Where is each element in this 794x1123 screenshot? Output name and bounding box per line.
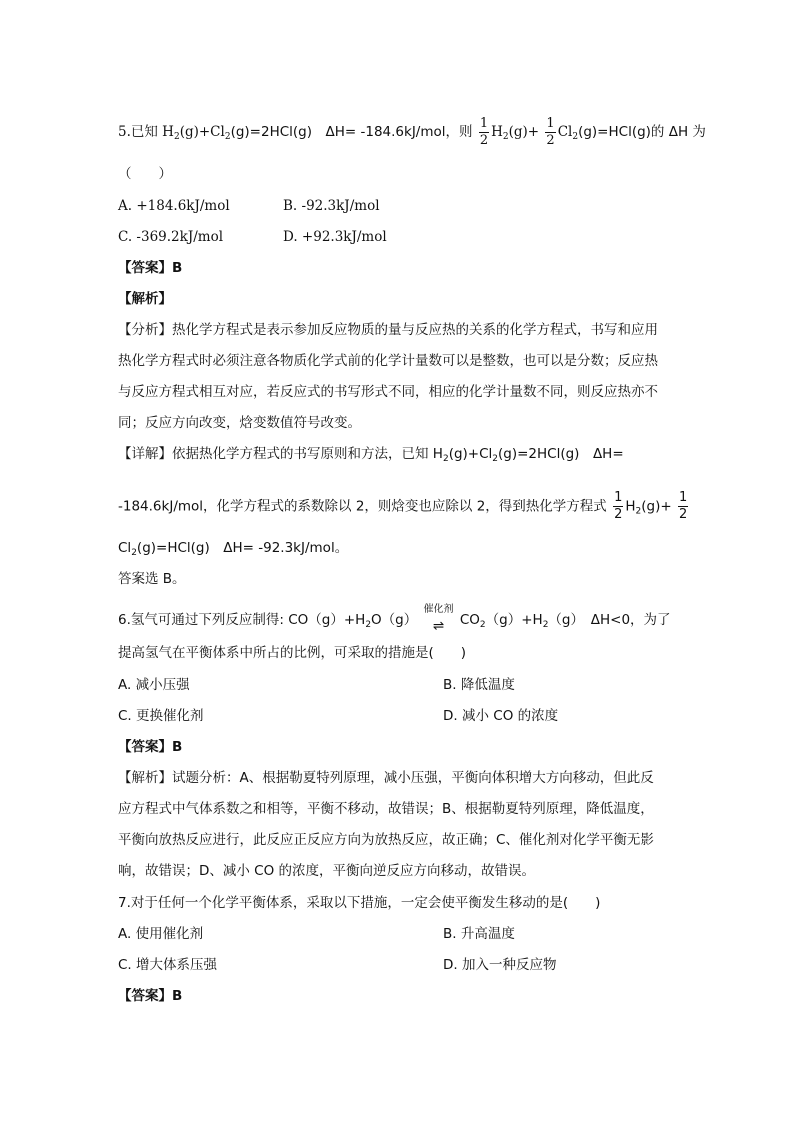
q5-analysis-line: 热化学方程式时必须注意各物质化学式前的化学计量数可以是整数，也可以是分数；反应热: [118, 353, 658, 369]
q7-option-c: C. 增大体系压强: [118, 957, 218, 973]
q7-answer: 【答案】B: [118, 988, 183, 1004]
q5-option-b: B. -92.3kJ/mol: [283, 198, 380, 214]
q6-analysis-line: 响，故错误；D、减小 CO 的浓度，平衡向逆反应方向移动，故错误。: [118, 863, 536, 879]
q7-option-d: D. 加入一种反应物: [443, 957, 557, 973]
q6-analysis-line: 平衡向放热反应进行，此反应正反应方向为放热反应，故正确；C、催化剂对化学平衡无影: [118, 832, 654, 848]
fraction-half: $\frac{1}{2}$: [479, 116, 489, 148]
q6-option-d: D. 减小 CO 的浓度: [443, 708, 559, 724]
q5-analysis-title: 【解析】: [118, 291, 172, 307]
q5-conclusion: 答案选 B。: [118, 571, 186, 587]
q7-option-a: A. 使用催化剂: [118, 926, 204, 942]
q5-analysis-line: 【分析】热化学方程式是表示参加反应物质的量与反应热的关系的化学方程式，书写和应用: [118, 322, 658, 338]
q6-option-c: C. 更换催化剂: [118, 708, 204, 724]
q5-option-a: A. +184.6kJ/mol: [118, 198, 230, 214]
q5-paren: （ ）: [118, 166, 172, 182]
q6-answer: 【答案】B: [118, 739, 183, 755]
q5-detail-line: -184.6kJ/mol，化学方程式的系数除以 2，则焓变也应除以 2，得到热化学方程式 $\frac{1}{2}$ $H_2(g)+$ $\frac{1}{2}$: [118, 490, 688, 522]
q5-option-c: C. -369.2kJ/mol: [118, 229, 224, 245]
q7-option-b: B. 升高温度: [443, 926, 515, 942]
q6-analysis-line: 【解析】试题分析：A、根据勒夏特列原理，减小压强，平衡向体积增大方向移动，但此反: [118, 770, 654, 786]
q5-detail-line: $Cl_2(g)=HCl(g)$ ΔH= -92.3kJ/mol。: [118, 540, 349, 558]
q7-stem: 7.对于任何一个化学平衡体系，采取以下措施，一定会使平衡发生移动的是( ): [118, 895, 601, 911]
fraction-half: $\frac{1}{2}$: [678, 490, 688, 522]
q5-analysis-line: 同；反应方向改变，焓变数值符号改变。: [118, 415, 361, 431]
q5-option-d: D. +92.3kJ/mol: [283, 229, 387, 245]
q5-detail-line: 【详解】依据热化学方程式的书写原则和方法，已知 $H_2(g)+Cl_2(g)=2HCl(g)$ ΔH=: [118, 446, 624, 464]
fraction-half: $\frac{1}{2}$: [546, 116, 555, 148]
q5-analysis-line: 与反应方程式相互对应，若反应式的书写形式不同，相应的化学计量数不同，则反应热亦不: [118, 384, 658, 400]
q6-analysis-line: 应方程式中气体系数之和相等，平衡不移动，故错误；B、根据勒夏特列原理，降低温度，: [118, 801, 654, 817]
q6-option-a: A. 减小压强: [118, 677, 190, 693]
fraction-half: $\frac{1}{2}$: [614, 490, 623, 522]
equilibrium-arrow-icon: 催化剂 ⇌: [423, 604, 454, 634]
q6-option-b: B. 降低温度: [443, 677, 515, 693]
q6-stem: 6.氢气可通过下列反应制得: $CO(g)+H_2O(g)$ 催化剂 ⇌ $CO_2(g)+H_2(g)$ ΔH<0，为了: [118, 604, 671, 634]
q5-stem: 5.已知 $H_2(g)+Cl_2(g)=2HCl(g)$ ΔH= -184.6kJ/mol，则 $\frac{1}{2}$ $H_2(g)+$ $\frac{1}{2}$ $Cl_2(g)=HCl(g)$的 ΔH 为: [118, 116, 706, 148]
q6-stem-line: 提高氢气在平衡体系中所占的比例，可采取的措施是( ): [118, 645, 467, 661]
q5-answer: 【答案】B: [118, 260, 183, 276]
